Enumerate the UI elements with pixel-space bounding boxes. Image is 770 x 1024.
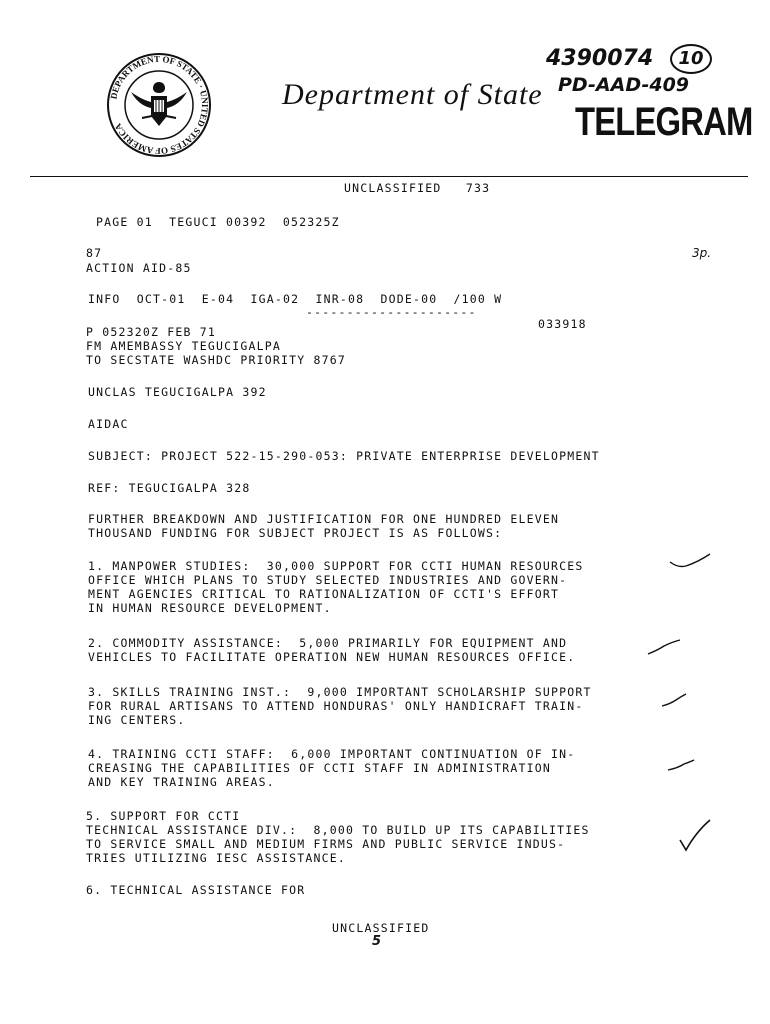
message-number: 033918 (538, 317, 587, 331)
item-5-line: TRIES UTILIZING IESC ASSISTANCE. (86, 851, 346, 865)
bottom-mark: 5 (372, 934, 382, 949)
item-1-line: 1. MANPOWER STUDIES: 30,000 SUPPORT FOR CCTI HUMAN RESOURCES (88, 559, 584, 573)
intro-line: THOUSAND FUNDING FOR SUBJECT PROJECT IS AS FOLLOWS: (88, 526, 503, 540)
dash-line: --------------------- (306, 305, 477, 319)
unclas-line: UNCLAS TEGUCIGALPA 392 (88, 385, 267, 399)
svg-text:DEPARTMENT OF STATE · UNITED S: DEPARTMENT OF STATE · UNITED STATES OF AMERICA (108, 53, 211, 157)
item-1-line: MENT AGENCIES CRITICAL TO RATIONALIZATION OF CCTI'S EFFORT (88, 587, 560, 601)
action-line: ACTION AID-85 (86, 261, 192, 275)
item-5-line: 5. SUPPORT FOR CCTI (86, 809, 241, 823)
item-1-line: OFFICE WHICH PLANS TO STUDY SELECTED INDUSTRIES AND GOVERN- (88, 573, 568, 587)
check-mark-icon (660, 692, 688, 708)
number-line: 87 (86, 246, 103, 260)
check-mark-icon (646, 638, 682, 658)
routing-line: TO SECSTATE WASHDC PRIORITY 8767 (86, 353, 346, 367)
handwritten-circled-number: 10 (670, 44, 712, 74)
item-4-line: AND KEY TRAINING AREAS. (88, 775, 275, 789)
telegram-label: TELEGRAM (575, 100, 753, 144)
item-3-line: FOR RURAL ARTISANS TO ATTEND HONDURAS' ONLY HANDICRAFT TRAIN- (88, 699, 584, 713)
page-line: PAGE 01 TEGUCI 00392 052325Z (96, 215, 340, 229)
side-mark: 3p. (692, 246, 712, 260)
routing-line: P 052320Z FEB 71 (86, 325, 216, 339)
department-title: Department of State (282, 78, 543, 111)
header-rule (30, 176, 748, 177)
check-mark-icon (668, 552, 712, 572)
check-mark-icon (666, 758, 696, 774)
handwritten-number: 4390074 (546, 46, 654, 71)
check-mark-icon (676, 818, 712, 852)
classification-top: UNCLASSIFIED 733 (344, 181, 491, 195)
item-6-line: 6. TECHNICAL ASSISTANCE FOR (86, 883, 306, 897)
handwritten-code: PD-AAD-409 (558, 74, 690, 96)
item-4-line: CREASING THE CAPABILITIES OF CCTI STAFF IN ADMINISTRATION (88, 761, 552, 775)
item-3-line: ING CENTERS. (88, 713, 186, 727)
state-department-seal (106, 52, 212, 158)
item-5-line: TECHNICAL ASSISTANCE DIV.: 8,000 TO BUILD UP ITS CAPABILITIES (86, 823, 590, 837)
routing-line: FM AMEMBASSY TEGUCIGALPA (86, 339, 281, 353)
ref-line: REF: TEGUCIGALPA 328 (88, 481, 251, 495)
item-3-line: 3. SKILLS TRAINING INST.: 9,000 IMPORTANT SCHOLARSHIP SUPPORT (88, 685, 592, 699)
aidac-line: AIDAC (88, 417, 129, 431)
item-1-line: IN HUMAN RESOURCE DEVELOPMENT. (88, 601, 332, 615)
item-5-line: TO SERVICE SMALL AND MEDIUM FIRMS AND PUBLIC SERVICE INDUS- (86, 837, 566, 851)
intro-line: FURTHER BREAKDOWN AND JUSTIFICATION FOR ONE HUNDRED ELEVEN (88, 512, 560, 526)
item-2-line: 2. COMMODITY ASSISTANCE: 5,000 PRIMARILY FOR EQUIPMENT AND (88, 636, 568, 650)
item-4-line: 4. TRAINING CCTI STAFF: 6,000 IMPORTANT CONTINUATION OF IN- (88, 747, 576, 761)
info-line: INFO OCT-01 E-04 IGA-02 INR-08 DODE-00 /100 W (88, 292, 503, 306)
subject-line: SUBJECT: PROJECT 522-15-290-053: PRIVATE ENTERPRISE DEVELOPMENT (88, 449, 600, 463)
classification-bottom: UNCLASSIFIED (332, 921, 430, 935)
item-2-line: VEHICLES TO FACILITATE OPERATION NEW HUMAN RESOURCES OFFICE. (88, 650, 576, 664)
